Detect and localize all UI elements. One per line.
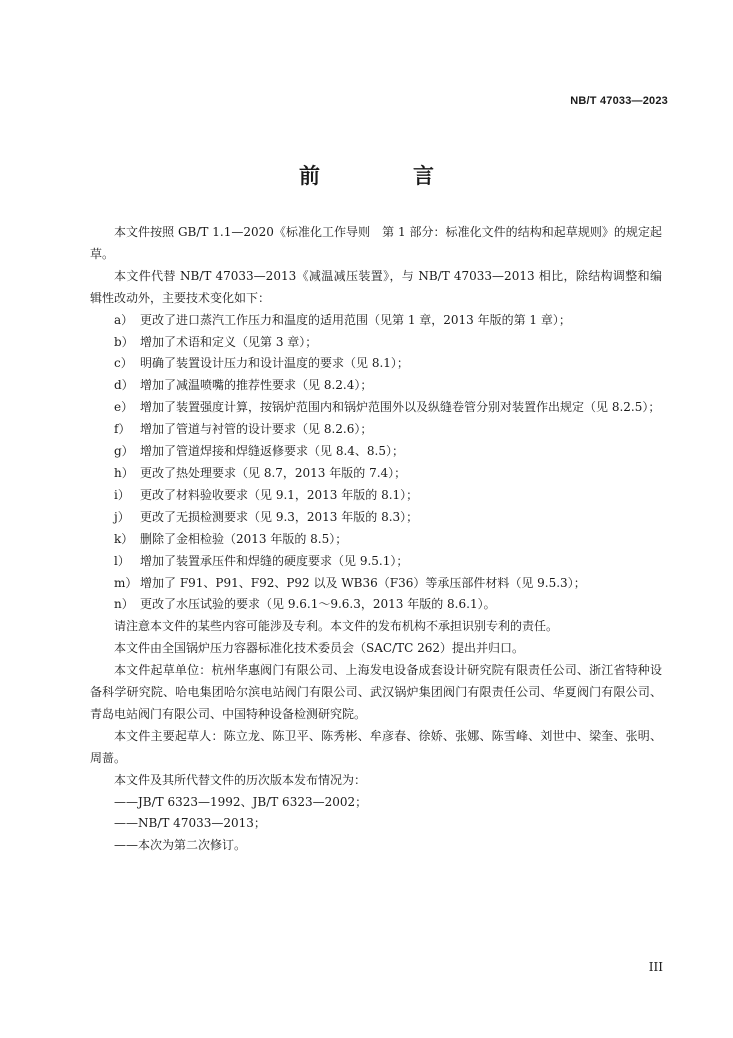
- list-item: [90, 594, 662, 616]
- list-marker: f）: [114, 422, 131, 437]
- list-item-text: 增加了装置承压件和焊缝的硬度要求（见 9.5.1）；: [140, 553, 409, 568]
- list-marker: n）: [114, 597, 134, 612]
- paragraph-replacement: 本文件代替 NB/T 47033—2013《减温减压装置》，与 NB/T 47033—2013 相比，除结构调整和编辑性改动外，主要技术变化如下：: [90, 268, 662, 305]
- list-marker: l）: [114, 553, 130, 568]
- list-item-text: 更改了无损检测要求（见 9.3，2013 年版的 8.3）；: [140, 509, 419, 524]
- list-marker: g）: [114, 444, 134, 459]
- list-item: [90, 397, 662, 419]
- list-marker: k）: [114, 531, 134, 546]
- list-item: [90, 485, 662, 507]
- list-marker: h）: [114, 465, 134, 480]
- history-item: ——NB/T 47033—2013；: [114, 816, 266, 831]
- list-item: [90, 529, 662, 551]
- paragraph-drafting-rules: 本文件按照 GB/T 1.1—2020《标准化工作导则 第 1 部分：标准化文件的结构和起草规则》的规定起草。: [90, 225, 662, 261]
- list-item: [90, 441, 662, 463]
- list-item: [90, 353, 662, 375]
- list-marker: m）: [114, 575, 138, 590]
- list-item-text: 明确了装置设计压力和设计温度的要求（见 8.1）；: [140, 356, 409, 371]
- list-marker: e）: [114, 400, 134, 415]
- paragraph-proposer: 本文件由全国锅炉压力容器标准化技术委员会（SAC/TC 262）提出并归口。: [114, 641, 525, 656]
- list-marker: c）: [114, 356, 133, 371]
- list-item-text: 增加了管道与衬管的设计要求（见 8.2.6）；: [140, 422, 373, 437]
- paragraph-patent-notice: 请注意本文件的某些内容可能涉及专利。本文件的发布机构不承担识别专利的责任。: [114, 619, 559, 634]
- list-item-text: 删除了金相检验（2013 年版的 8.5）；: [140, 531, 348, 546]
- list-marker: d）: [114, 378, 134, 393]
- foreword-body: [90, 222, 662, 857]
- list-item: [90, 507, 662, 529]
- list-item: [90, 573, 662, 595]
- list-marker: a）: [114, 312, 134, 327]
- paragraph-history-intro: 本文件及其所代替文件的历次版本发布情况为：: [114, 772, 367, 787]
- list-item: [90, 310, 662, 332]
- list-item-text: 增加了术语和定义（见第 3 章）；: [140, 334, 318, 349]
- paragraph-drafting-units: 本文件起草单位：杭州华惠阀门有限公司、上海发电设备成套设计研究院有限责任公司、浙江省特种设备科学研究院、哈电集团哈尔滨电站阀门有限公司、武汉锅炉集团阀门有限责任公司、华夏阀门有限公司、青岛电站阀门有限公司、中国特种设备检测研究院。: [90, 663, 662, 721]
- list-marker: b）: [114, 334, 134, 349]
- history-item: ——JB/T 6323—1992、JB/T 6323—2002；: [114, 794, 368, 809]
- list-item-text: 更改了热处理要求（见 8.7，2013 年版的 7.4）；: [140, 465, 407, 480]
- list-item-text: 更改了水压试验的要求（见 9.6.1～9.6.3，2013 年版的 8.6.1）。: [140, 597, 496, 612]
- list-item-text: 增加了管道焊接和焊缝返修要求（见 8.4、8.5）；: [140, 444, 404, 459]
- list-item: [90, 551, 662, 573]
- list-item-text: 增加了装置强度计算，按锅炉范围内和锅炉范围外以及纵缝卷管分别对装置作出规定（见 8.2.5）；: [140, 400, 661, 415]
- list-marker: j）: [114, 509, 130, 524]
- document-code: NB/T 47033—2023: [570, 95, 668, 107]
- list-item: [90, 419, 662, 441]
- list-marker: i）: [114, 487, 130, 502]
- list-item-text: 更改了进口蒸汽工作压力和温度的适用范围（见第 1 章，2013 年版的第 1 章）；: [140, 312, 571, 327]
- history-item: ——本次为第二次修订。: [114, 838, 247, 853]
- page-title: 前 言: [299, 164, 470, 188]
- list-item-text: 增加了减温喷嘴的推荐性要求（见 8.2.4）；: [140, 378, 373, 393]
- page-number: III: [648, 960, 663, 974]
- list-item-text: 更改了材料验收要求（见 9.1，2013 年版的 8.1）；: [140, 487, 419, 502]
- list-item-text: 增加了 F91、P91、F92、P92 以及 WB36（F36）等承压部件材料（见 9.5.3）；: [140, 575, 586, 590]
- list-item: [90, 332, 662, 354]
- paragraph-drafters: 本文件主要起草人：陈立龙、陈卫平、陈秀彬、牟彦春、徐娇、张娜、陈雪峰、刘世中、梁奎、张明、周蔷。: [90, 728, 662, 765]
- list-item: [90, 463, 662, 485]
- version-history-list: [90, 792, 662, 858]
- list-item: [90, 375, 662, 397]
- changes-list: [90, 310, 662, 617]
